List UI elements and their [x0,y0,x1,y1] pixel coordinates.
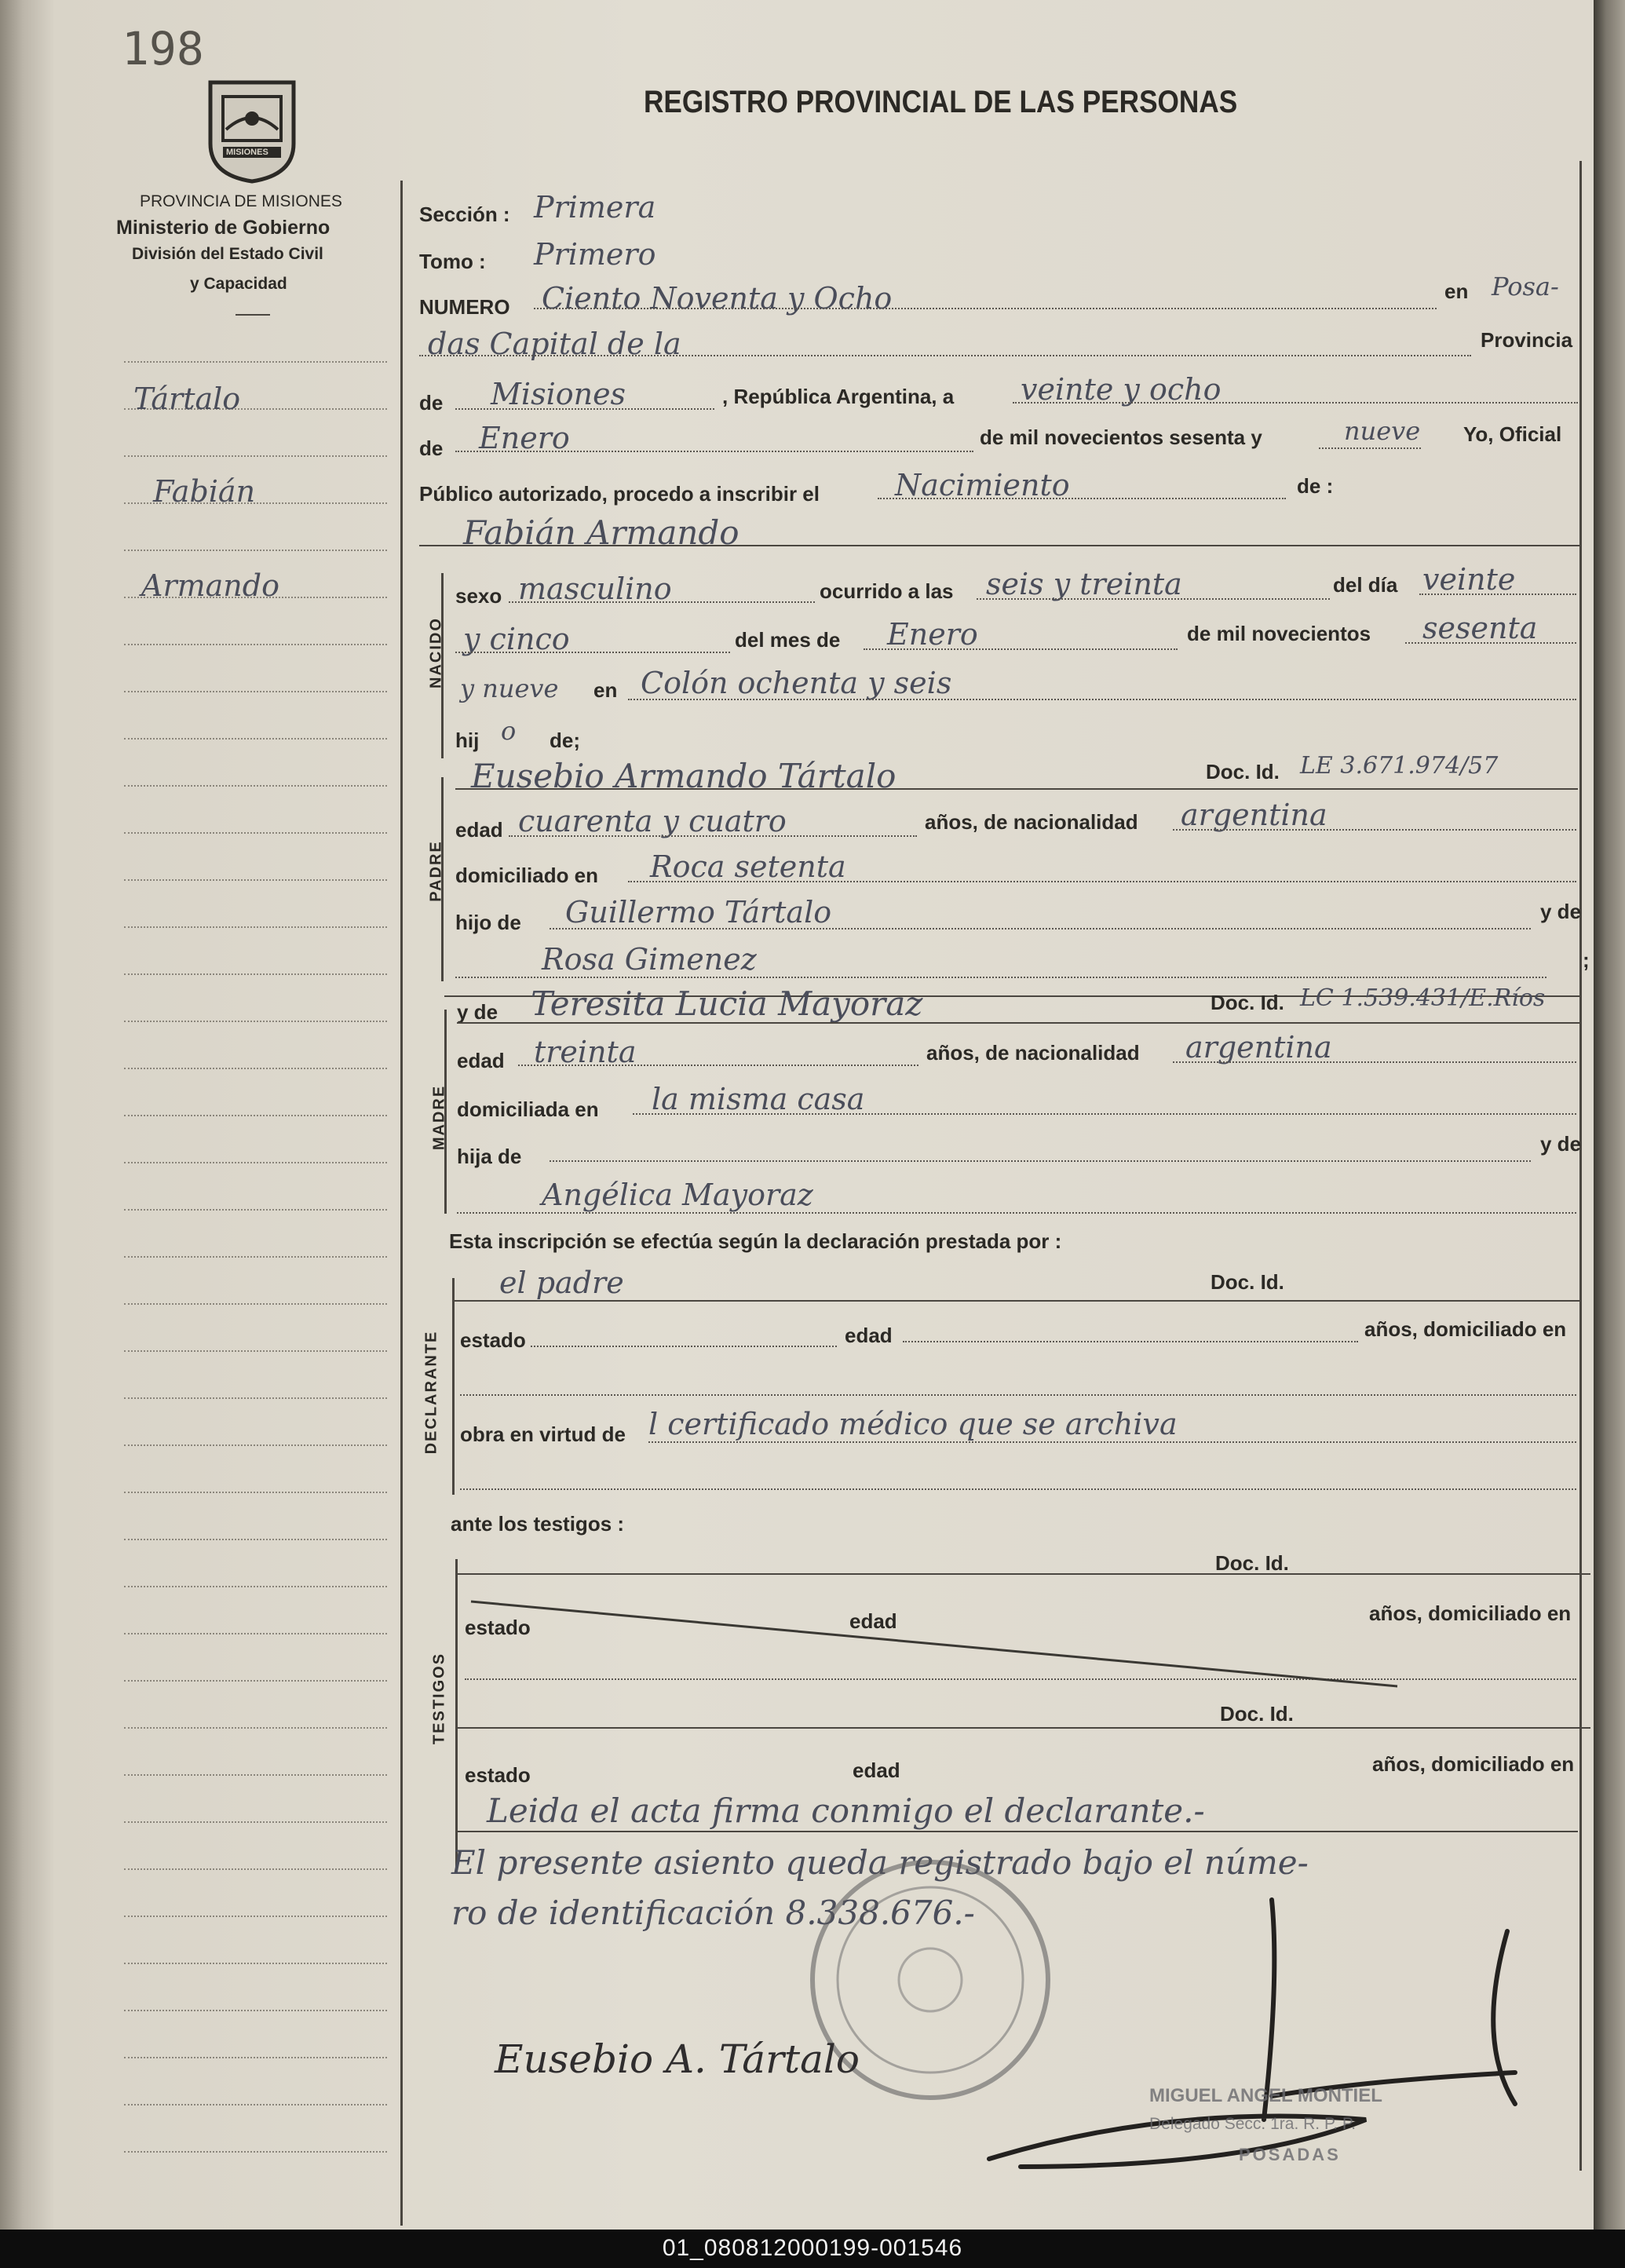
de-mil-nov-label: de mil novecientos [1187,622,1371,645]
nota-1: Leida el acta firma conmigo el declarante.- [487,1791,1205,1830]
declarante-doc-label: Doc. Id. [1211,1270,1284,1294]
header-division: División del Estado Civil [132,245,323,263]
nombre-value: Fabián Armando [463,513,739,552]
provincia-value: Misiones [491,377,626,411]
nacido-section-label: NACIDO [427,617,445,688]
testigo2-doc-label: Doc. Id. [1220,1702,1294,1726]
official-signature [973,1884,1546,2182]
hora-value: seis y treinta [986,567,1182,601]
padre-doc-label: Doc. Id. [1206,760,1280,783]
semicolon-label: ; [1583,948,1590,972]
padre-dom-label: domiciliado en [455,864,599,887]
madre-nac-value: argentina [1185,1030,1332,1065]
margin-second-name: Armando [141,568,279,603]
anio-value: nueve [1344,416,1421,446]
madre-doc-label: Doc. Id. [1211,991,1284,1014]
fecha-dia-value: veinte y ocho [1021,372,1221,407]
declarante-value: el padre [499,1265,624,1300]
padre-nac-value: argentina [1181,798,1327,832]
madre-dom-label: domiciliada en [457,1097,599,1121]
page-number: 198 [122,22,204,75]
en-label: en [1444,279,1469,303]
sexo-label: sexo [455,584,502,608]
lugar-nac-value: Colón ochenta y seis [641,666,952,700]
republica-label: , República Argentina, a [722,385,955,408]
testigo2-edad-label: edad [853,1759,900,1782]
hijo-suffix: o [501,716,517,746]
stamp-city: POSADAS [1239,2145,1341,2164]
de-colon-label: de : [1297,474,1334,498]
madre-nac-label: años, de nacionalidad [926,1041,1140,1065]
testigos-label: ante los testigos : [451,1512,625,1536]
stamp-name: MIGUEL ANGEL MONTIEL [1149,2085,1382,2106]
testigo1-doc-label: Doc. Id. [1215,1551,1289,1575]
del-dia-label: del día [1333,573,1398,597]
anio-nac-value: sesenta [1422,611,1538,645]
abuela-value: Rosa Gimenez [542,942,757,977]
publico-label: Público autorizado, procedo a inscribir el [419,482,820,506]
numero-label: NUMERO [419,295,510,319]
madre-edad-value: treinta [534,1035,637,1069]
declarante-dom-label: años, domiciliado en [1364,1317,1567,1341]
provincia-label: Provincia [1481,328,1573,352]
de-mil-label: de mil novecientos sesenta y [980,425,1262,449]
numero-value: Ciento Noventa y Ocho [542,281,893,316]
testigo1-estado-label: estado [465,1616,531,1639]
nota-3: ro de identificación 8.338.676.- [451,1894,975,1932]
header-province: PROVINCIA DE MISIONES [140,192,342,210]
nota-2: El presente asiento queda registrado bajo el núme- [451,1843,1309,1882]
abuelo-value: Guillermo Tártalo [565,895,832,929]
seccion-value: Primera [534,190,656,225]
en-nac-label: en [593,678,618,702]
margin-first-name: Fabián [153,474,256,509]
scan-identifier: 01_080812000199-001546 [662,2235,963,2261]
y-de-label-2: y de [1540,1132,1582,1156]
emblem-text: MISIONES [226,148,268,157]
abuela-m-value: Angélica Mayoraz [542,1178,813,1212]
declarante-estado-label: estado [460,1328,526,1352]
madre-doc-value: LC 1.539.431/E.Ríos [1300,984,1546,1012]
madre-section-label: MADRE [430,1084,448,1151]
padre-edad-value: cuarenta y cuatro [518,804,787,838]
y-de-label-1: y de [1540,900,1582,923]
padre-doc-value: LE 3.671.974/57 [1300,752,1499,780]
header-ministry: Ministerio de Gobierno [116,217,330,239]
testigo2-dom-label: años, domiciliado en [1372,1752,1575,1776]
lugar-value: das Capital de la [428,327,681,361]
document-title: REGISTRO PROVINCIAL DE LAS PERSONAS [644,85,1238,119]
declarante-signature: Eusebio A. Tártalo [495,2036,860,2082]
dia-value: veinte [1422,562,1516,597]
padre-dom-value: Roca setenta [650,849,846,884]
nota-1-line [455,1831,1578,1832]
de-semicolon-label: de; [550,729,580,752]
hijo-de-label: hijo de [455,911,521,934]
declarante-edad-label: edad [845,1324,893,1347]
yo-oficial-label: Yo, Oficial [1463,422,1562,446]
margin-surname: Tártalo [133,382,241,416]
testigo2-estado-label: estado [465,1763,531,1787]
madre-dom-value: la misma casa [652,1082,865,1116]
padre-edad-label: edad [455,818,503,842]
declarante-section-label: DECLARANTE [422,1330,440,1455]
hijo-label: hij [455,729,480,752]
acto-value: Nacimiento [895,468,1070,502]
obra-value: l certificado médico que se archiva [648,1407,1178,1441]
anio-nac2-value: y nueve [460,674,559,703]
padre-section-label: PADRE [427,840,445,902]
fecha-mes-value: Enero [479,421,570,455]
dia2-value: y cinco [463,622,570,656]
madre-nombre-value: Teresita Lucia Mayoraz [531,984,923,1023]
inscripcion-label: Esta inscripción se efectúa según la declaración prestada por : [449,1229,1062,1253]
hija-de-label: hija de [457,1145,522,1168]
del-mes-label: del mes de [735,628,841,652]
madre-edad-label: edad [457,1049,505,1072]
stamp-title: Delegado Secc. 1ra. R. P. P. [1149,2115,1357,2133]
madre-y-de-label: y de [457,1000,498,1024]
ocurrido-label: ocurrido a las [820,579,954,603]
testigos-section-label: TESTIGOS [430,1652,448,1745]
mes-value: Enero [887,617,978,652]
de-label-2: de [419,436,444,460]
testigo1-dom-label: años, domiciliado en [1369,1601,1572,1625]
header-capacidad: y Capacidad [190,275,287,293]
obra-label: obra en virtud de [460,1423,626,1446]
sexo-value: masculino [518,572,672,606]
padre-nac-label: años, de nacionalidad [925,810,1138,834]
tomo-value: Primero [534,237,656,272]
seccion-label: Sección : [419,203,510,226]
de-label: de [419,391,444,415]
testigo1-edad-label: edad [849,1609,897,1633]
padre-nombre-value: Eusebio Armando Tártalo [471,757,896,795]
en-value: Posa- [1492,272,1559,301]
tomo-label: Tomo : [419,250,486,273]
